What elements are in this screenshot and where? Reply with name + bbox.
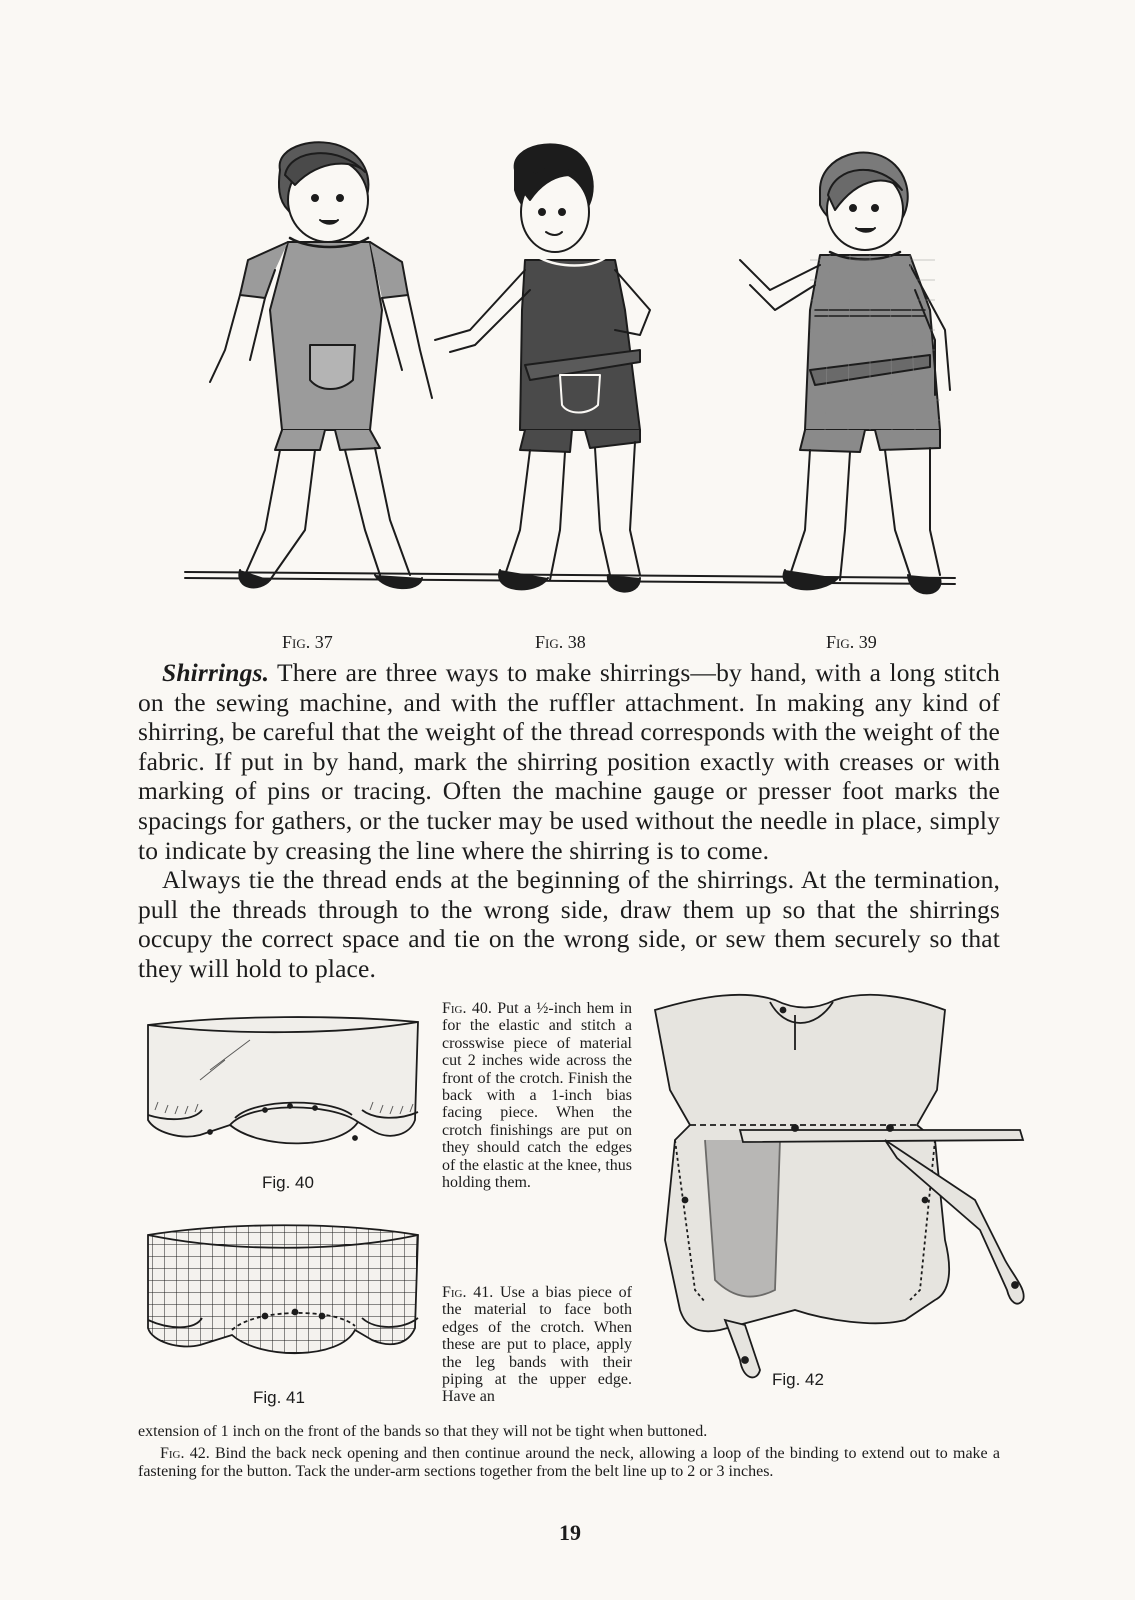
fig-40-label: Fig. 40 (262, 1173, 314, 1192)
fig-40-drawing (140, 1010, 425, 1190)
fig-41-drawing (140, 1220, 425, 1400)
fig-41-caption (442, 1284, 632, 1406)
fig-40-caption (442, 1000, 632, 1191)
fig-40-caption-lead: Fig. 40. (442, 1000, 492, 1017)
child-fig-39 (740, 153, 950, 594)
children-rompers-illustration (170, 130, 980, 630)
child-fig-37 (210, 142, 432, 588)
fig-42-caption (138, 1445, 1000, 1481)
child-fig-38 (435, 144, 650, 591)
fig-42-caption-lead: Fig. 42. (160, 1445, 210, 1462)
shirrings-section (138, 658, 1000, 984)
fig-41-label: Fig. 41 (253, 1388, 305, 1407)
fig-37-caption: Fig. 37 (282, 632, 333, 652)
fig-40-caption-text: Put a ½-inch hem in for the elastic and stitch a crosswise piece of material cut 2 inches wide across the front of the crotch. Finish the back with a 1-inch bias facing piece. When the crotch finishings are put on they should catch the edges of the elastic at the knee, thus holding them. (442, 1000, 632, 1192)
fig-41-caption-continuation: extension of 1 inch on the front of the bands so that they will not be tight when buttoned. (138, 1423, 708, 1440)
fig-41-caption-text: Use a bias piece of the material to face both edges of the crotch. When these are put to place, apply the leg bands with their piping at the upper edge. Have an (442, 1284, 632, 1406)
fig-42-caption-text: Bind the back neck opening and then continue around the neck, allowing a loop of the binding to extend out to make a fastening for the button. Tack the under-arm sections together from the belt line up to 2 or 3 inches. (138, 1445, 1001, 1480)
fig-42-drawing (645, 990, 1040, 1405)
shirrings-paragraph-2: Always tie the thread ends at the beginning of the shirrings. At the termination, pull the threads through to the wrong side, draw them up so that the shirrings occupy the correct space and tie on the wrong side, or sew them securely so that they will hold to place. (138, 865, 1000, 983)
fig-42-label: Fig. 42 (772, 1370, 824, 1389)
page-number: 19 (559, 1520, 581, 1545)
shirrings-paragraph-1-text: There are three ways to make shirrings—by hand, with a long stitch on the sewing machine, and with the ruffler attachment. In making any kind of shirring, be careful that the weight of the thread corresponds with the weight of the fabric. If put in by hand, mark the shirring position exactly with creases or with marking of pins or tracing. Often the machine gauge or presser foot marks the spacings for gathers, or the tucker may be used without the needle in place, simply to indicate by creasing the line where the shirring is to come. (138, 658, 1000, 865)
shirrings-paragraph-1 (138, 658, 1000, 865)
shirrings-heading: Shirrings. (162, 658, 270, 687)
fig-41-caption-lead: Fig. 41. (442, 1284, 494, 1301)
fig-39-caption: Fig. 39 (826, 632, 877, 652)
fig-38-caption: Fig. 38 (535, 632, 586, 652)
